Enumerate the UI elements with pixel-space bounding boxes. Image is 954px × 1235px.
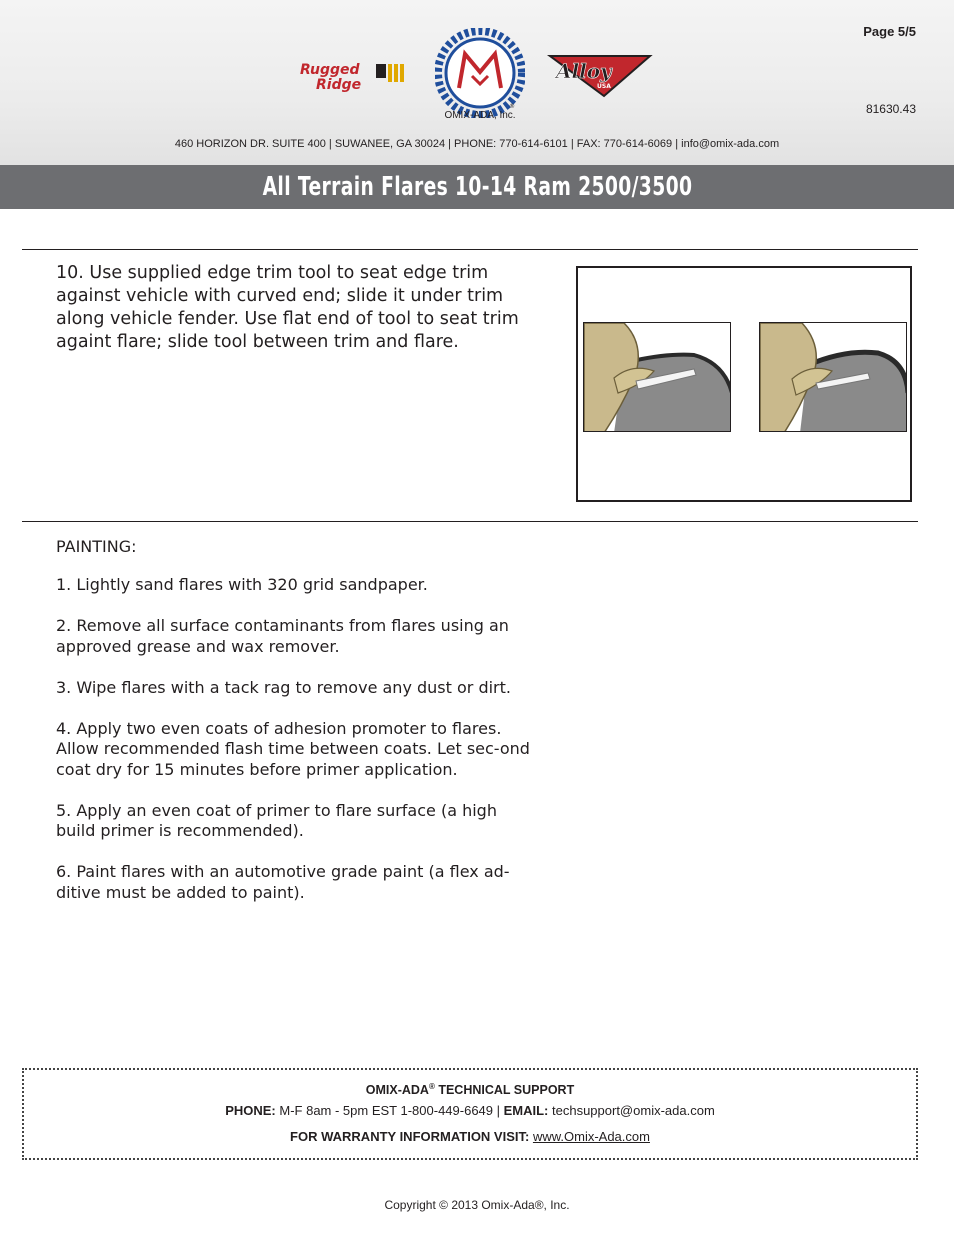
painting-step: 6. Paint flares with an automotive grade paint (a flex ad-ditive must be added to paint). [56, 862, 510, 902]
divider [22, 521, 918, 522]
technical-support-box [22, 1068, 918, 1160]
painting-steps [56, 575, 536, 924]
divider [22, 249, 918, 250]
step-10-text: 10. Use supplied edge trim tool to seat edge trim against vehicle with curved end; slide it under trim along vehicle fender. Use flat end of tool to seat trim againt flare; slide tool between trim and flare. [56, 263, 519, 352]
svg-text:®: ® [509, 103, 515, 110]
omix-ada-wordmark: OMIX-ADA, Inc. [444, 110, 516, 121]
rugged-ridge-logo [298, 60, 414, 92]
copyright: Copyright © 2013 Omix-Ada®, Inc. [384, 1198, 570, 1212]
warranty-link[interactable]: www.Omix-Ada.com [532, 1129, 650, 1144]
support-contact [24, 1103, 916, 1118]
support-title: OMIX-ADA® TECHNICAL SUPPORT [365, 1082, 575, 1098]
trim-tool-illustration-right [759, 322, 907, 432]
svg-text:USA: USA [597, 83, 611, 90]
alloy-usa-logo [542, 52, 654, 100]
warranty-label: FOR WARRANTY INFORMATION VISIT: [290, 1129, 533, 1144]
painting-step: 2. Remove all surface contaminants from flares using an approved grease and wax remover. [56, 616, 509, 656]
page-number: Page 5/5 [863, 24, 916, 39]
warranty-line [24, 1129, 916, 1144]
email-label: EMAIL: [503, 1103, 549, 1118]
painting-step: 5. Apply an even coat of primer to flare surface (a high build primer is recommended). [56, 800, 497, 840]
part-number: 81630.43 [865, 102, 916, 116]
email-value: techsupport@omix-ada.com [548, 1103, 715, 1118]
painting-heading: PAINTING: [56, 537, 137, 556]
phone-label: PHONE: [225, 1103, 276, 1118]
omix-ada-logo [435, 28, 525, 118]
title-bar [0, 165, 954, 209]
svg-text:Ridge: Ridge [316, 77, 362, 92]
painting-step: 1. Lightly sand flares with 320 grid sandpaper. [56, 575, 428, 594]
phone-value: M-F 8am - 5pm EST 1-800-449-6649 | [275, 1103, 504, 1118]
svg-text:Rugged: Rugged [300, 62, 360, 78]
svg-text:Alloy: Alloy [556, 59, 612, 83]
painting-step: 3. Wipe flares with a tack rag to remove any dust or dirt. [56, 677, 511, 697]
company-address: 460 HORIZON DR. SUITE 400 | SUWANEE, GA 30024 | PHONE: 770-614-6101 | FAX: 770-614-6069 | info@omix-ada.com [174, 138, 780, 150]
painting-step: 4. Apply two even coats of adhesion promoter to flares. Allow recommended flash time between coats. Let sec-ond coat dry for 15 minutes before primer application. [56, 718, 530, 779]
illustration-frame [576, 266, 912, 502]
page-title: All Terrain Flares 10-14 Ram 2500/3500 [262, 172, 692, 202]
trim-tool-illustration-left [583, 322, 731, 432]
